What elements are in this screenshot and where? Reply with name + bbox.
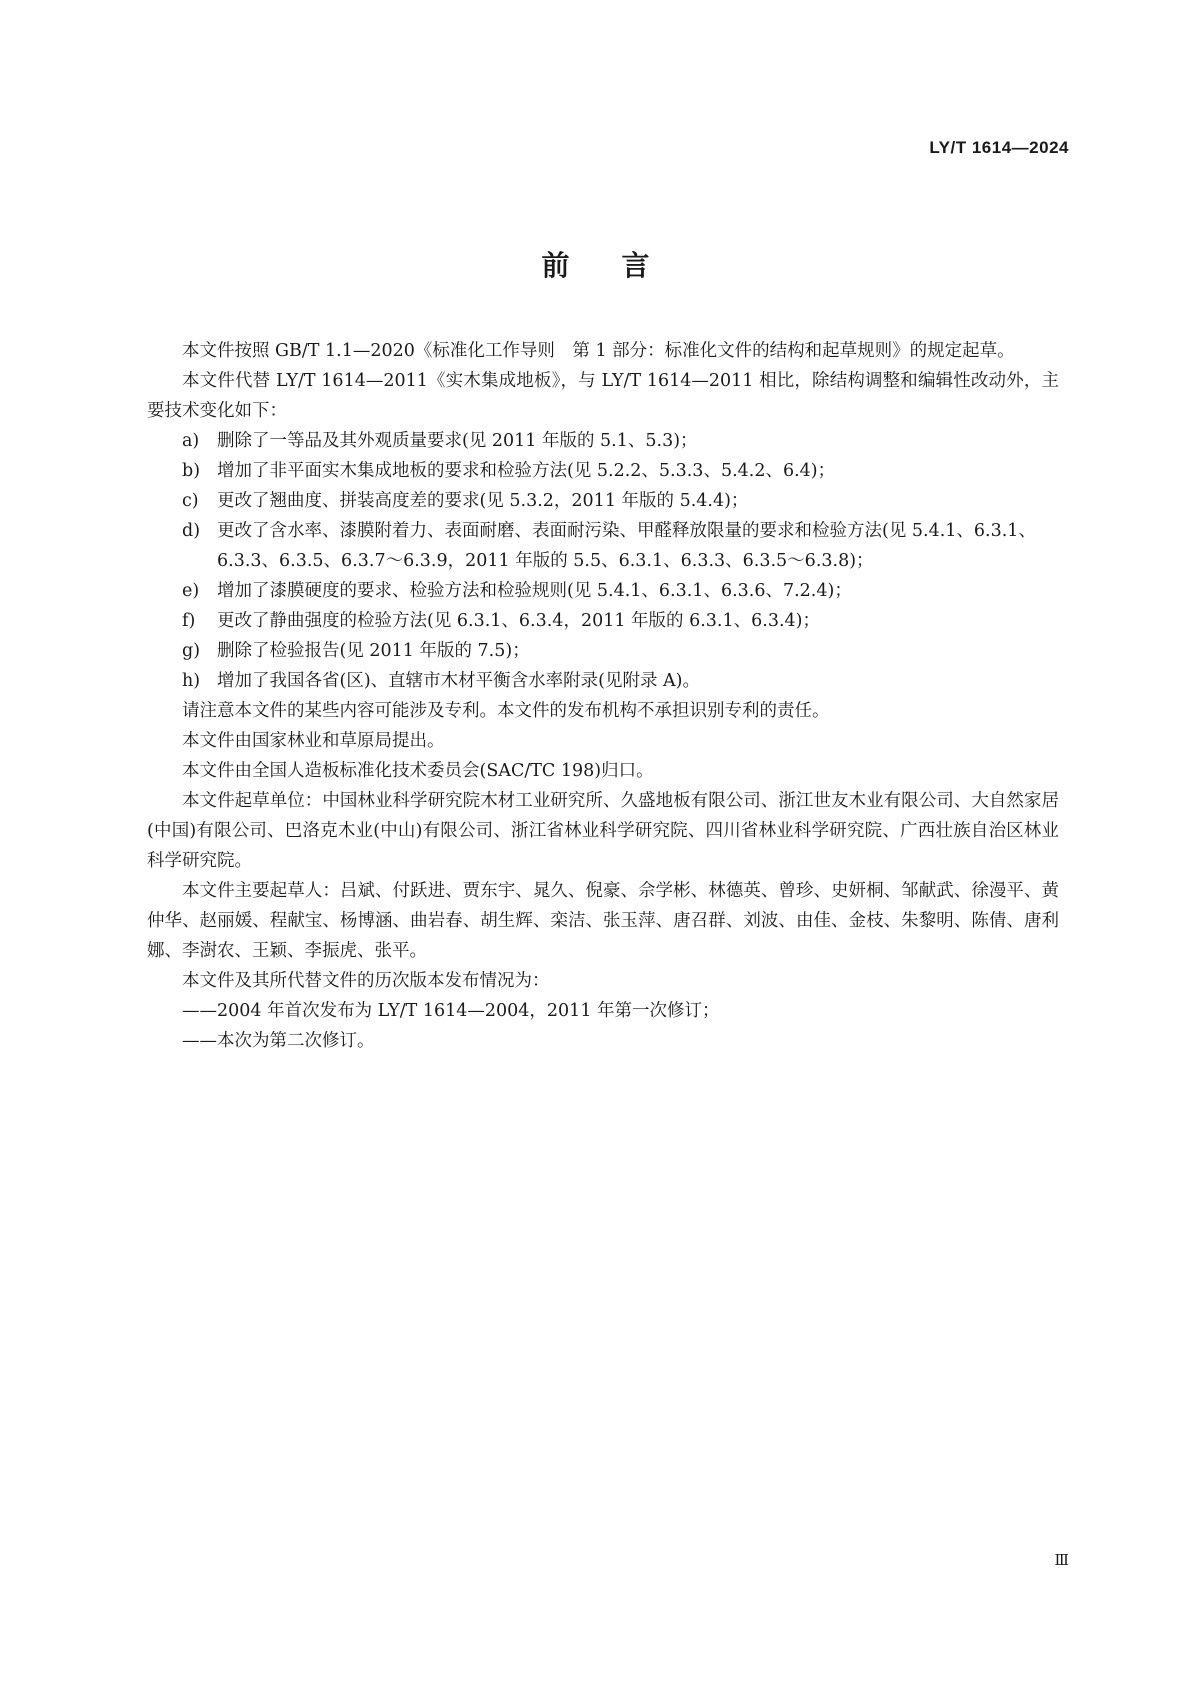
- list-marker: b): [182, 461, 201, 481]
- list-marker: e): [182, 581, 200, 601]
- list-item-text: 删除了一等品及其外观质量要求(见 2011 年版的 5.1、5.3)；: [217, 431, 698, 451]
- list-marker: c): [182, 491, 199, 511]
- foreword-body: [147, 336, 1059, 1056]
- list-marker: g): [182, 641, 201, 661]
- changes-list: [147, 426, 1059, 696]
- list-item-text: 删除了检验报告(见 2011 年版的 7.5)；: [217, 641, 530, 661]
- history-item: ——本次为第二次修订。: [182, 1031, 375, 1051]
- list-item: [147, 516, 1059, 576]
- page-title: 前言: [541, 249, 702, 282]
- paragraph-replacement: 本文件代替 LY/T 1614—2011《实木集成地板》，与 LY/T 1614—2011 相比，除结构调整和编辑性改动外，主要技术变化如下：: [147, 371, 1059, 421]
- document-code: LY/T 1614—2024: [929, 138, 1069, 157]
- list-item: [147, 456, 1059, 486]
- list-item-text: 更改了含水率、漆膜附着力、表面耐磨、表面耐污染、甲醛释放限量的要求和检验方法(见 5.4.1、6.3.1、6.3.3、6.3.5、6.3.7～6.3.9，2011 年版的 5.5、6.3.1、6.3.3、6.3.5～6.3.8)；: [217, 521, 1036, 571]
- list-marker: f): [182, 611, 196, 631]
- paragraph-centralized: 本文件由全国人造板标准化技术委员会(SAC/TC 198)归口。: [182, 761, 654, 781]
- paragraph-history-intro: 本文件及其所代替文件的历次版本发布情况为：: [182, 971, 550, 991]
- page-number: Ⅲ: [1054, 1551, 1069, 1569]
- list-item: [147, 636, 1059, 666]
- list-marker: d): [182, 521, 201, 541]
- paragraph-patent: 请注意本文件的某些内容可能涉及专利。本文件的发布机构不承担识别专利的责任。: [182, 701, 830, 721]
- list-item-text: 增加了我国各省(区)、直辖市木材平衡含水率附录(见附录 A)。: [217, 671, 701, 691]
- list-item-text: 更改了翘曲度、拼装高度差的要求(见 5.3.2，2011 年版的 5.4.4)；: [217, 491, 749, 511]
- history-list: [147, 996, 1059, 1056]
- list-item: [147, 426, 1059, 456]
- list-item-text: 更改了静曲强度的检验方法(见 6.3.1、6.3.4，2011 年版的 6.3.1、6.3.4)；: [217, 611, 820, 631]
- list-marker: h): [182, 671, 201, 691]
- paragraph-drafters: 本文件主要起草人：吕斌、付跃进、贾东宇、晁久、倪豪、佘学彬、林德英、曾珍、史妍桐、邹献武、徐漫平、黄仲华、赵丽媛、程献宝、杨博涵、曲岩春、胡生辉、栾洁、张玉萍、唐召群、刘波、由佳、金枝、朱黎明、陈倩、唐利娜、李澍农、王颖、李振虎、张平。: [147, 881, 1059, 961]
- history-item: ——2004 年首次发布为 LY/T 1614—2004，2011 年第一次修订；: [182, 1001, 720, 1021]
- list-item-text: 增加了漆膜硬度的要求、检验方法和检验规则(见 5.4.1、6.3.1、6.3.6、7.2.4)；: [217, 581, 852, 601]
- list-item: [147, 606, 1059, 636]
- list-marker: a): [182, 431, 200, 451]
- paragraph-drafting-rules: 本文件按照 GB/T 1.1—2020《标准化工作导则 第 1 部分：标准化文件的结构和起草规则》的规定起草。: [182, 341, 1015, 361]
- list-item: [147, 576, 1059, 606]
- list-item: [147, 486, 1059, 516]
- list-item: [147, 666, 1059, 696]
- paragraph-drafting-units: 本文件起草单位：中国林业科学研究院木材工业研究所、久盛地板有限公司、浙江世友木业有限公司、大自然家居(中国)有限公司、巴洛克木业(中山)有限公司、浙江省林业科学研究院、四川省林业科学研究院、广西壮族自治区林业科学研究院。: [147, 791, 1059, 871]
- paragraph-proposed: 本文件由国家林业和草原局提出。: [182, 731, 445, 751]
- list-item-text: 增加了非平面实木集成地板的要求和检验方法(见 5.2.2、5.3.3、5.4.2、6.4)；: [217, 461, 836, 481]
